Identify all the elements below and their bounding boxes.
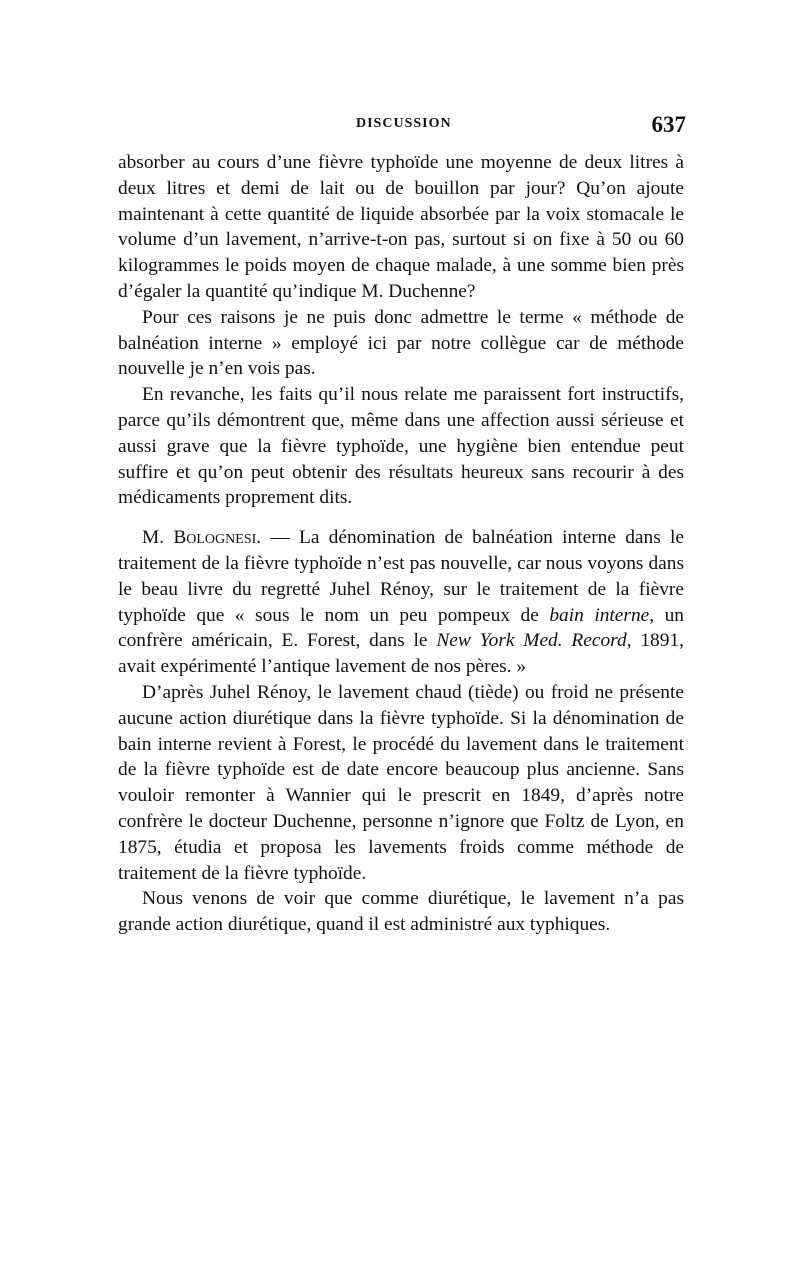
paragraph-conclusion: Nous venons de voir que comme diurétique, le lavement n’a pas grande action diurétique, quand il est administré aux typhiques.: [118, 888, 684, 936]
bolognesi-text-1: — La dénomination de balnéation interne dans le traitement de la fièvre typhoïde n’est pas nouvelle, car nous voyons dans le beau livre du regretté Juhel Rénoy, sur le traitement de la fièvre typhoïde que « sous le nom un peu pompeux de: [118, 527, 684, 626]
bolognesi-text-3: , 1891, avait expérimenté l’antique lavement de nos pères. »: [118, 630, 684, 678]
speaker-name: M. Bolognesi.: [142, 527, 262, 549]
paragraph-renoy: D’après Juhel Rénoy, le lavement chaud (tiède) ou froid ne présente aucune action diurétique dans la fièvre typhoïde. Si la dénomination de bain interne revient à Forest, le procédé du lavement dans le traitement de la fièvre typhoïde est de date encore beaucoup plus ancienne. Sans vouloir remonter à Wannier qui le prescrit en 1849, d’après notre confrère le docteur Duchenne, personne n’ignore que Foltz de Lyon, en 1875, étudia et proposa les lavements froids comme méthode de traitement de la fièvre typhoïde.: [118, 681, 684, 884]
italic-journal-title: New York Med. Record: [436, 630, 627, 652]
bolognesi-text-2: , un confrère américain, E. Forest, dans le: [118, 604, 684, 652]
running-head: [118, 112, 686, 142]
paragraph-revanche: En revanche, les faits qu’il nous relate me paraissent fort instructifs, parce qu’ils démontrent que, même dans une affection aussi sérieuse et aussi grave que la fièvre typhoïde, une hygiène bien entendue peut suffire et qu’on peut obtenir des résultats heureux sans recourir à des médicaments proprement dits.: [118, 384, 684, 509]
body-text: [118, 150, 684, 938]
page-number: 637: [651, 112, 686, 137]
running-title: DISCUSSION: [356, 116, 452, 131]
paragraph-methode: Pour ces raisons je ne puis donc admettre le terme « méthode de balnéation interne » employé ici par notre collègue car de méthode nouvelle je n’en vois pas.: [118, 306, 684, 380]
paragraph-continuation: absorber au cours d’une fièvre typhoïde une moyenne de deux litres à deux litres et demi de lait ou de bouillon par jour? Qu’on ajoute maintenant à cette quantité de liquide absorbée par la voix stomacale le volume d’un lavement, n’arrive-t-on pas, surtout si on fixe à 50 ou 60 kilogrammes le poids moyen de chaque malade, à une somme bien près d’égaler la quantité qu’indique M. Duchenne?: [118, 152, 684, 302]
paragraph-bolognesi: [118, 525, 684, 680]
italic-bain-interne: bain interne: [549, 604, 650, 626]
